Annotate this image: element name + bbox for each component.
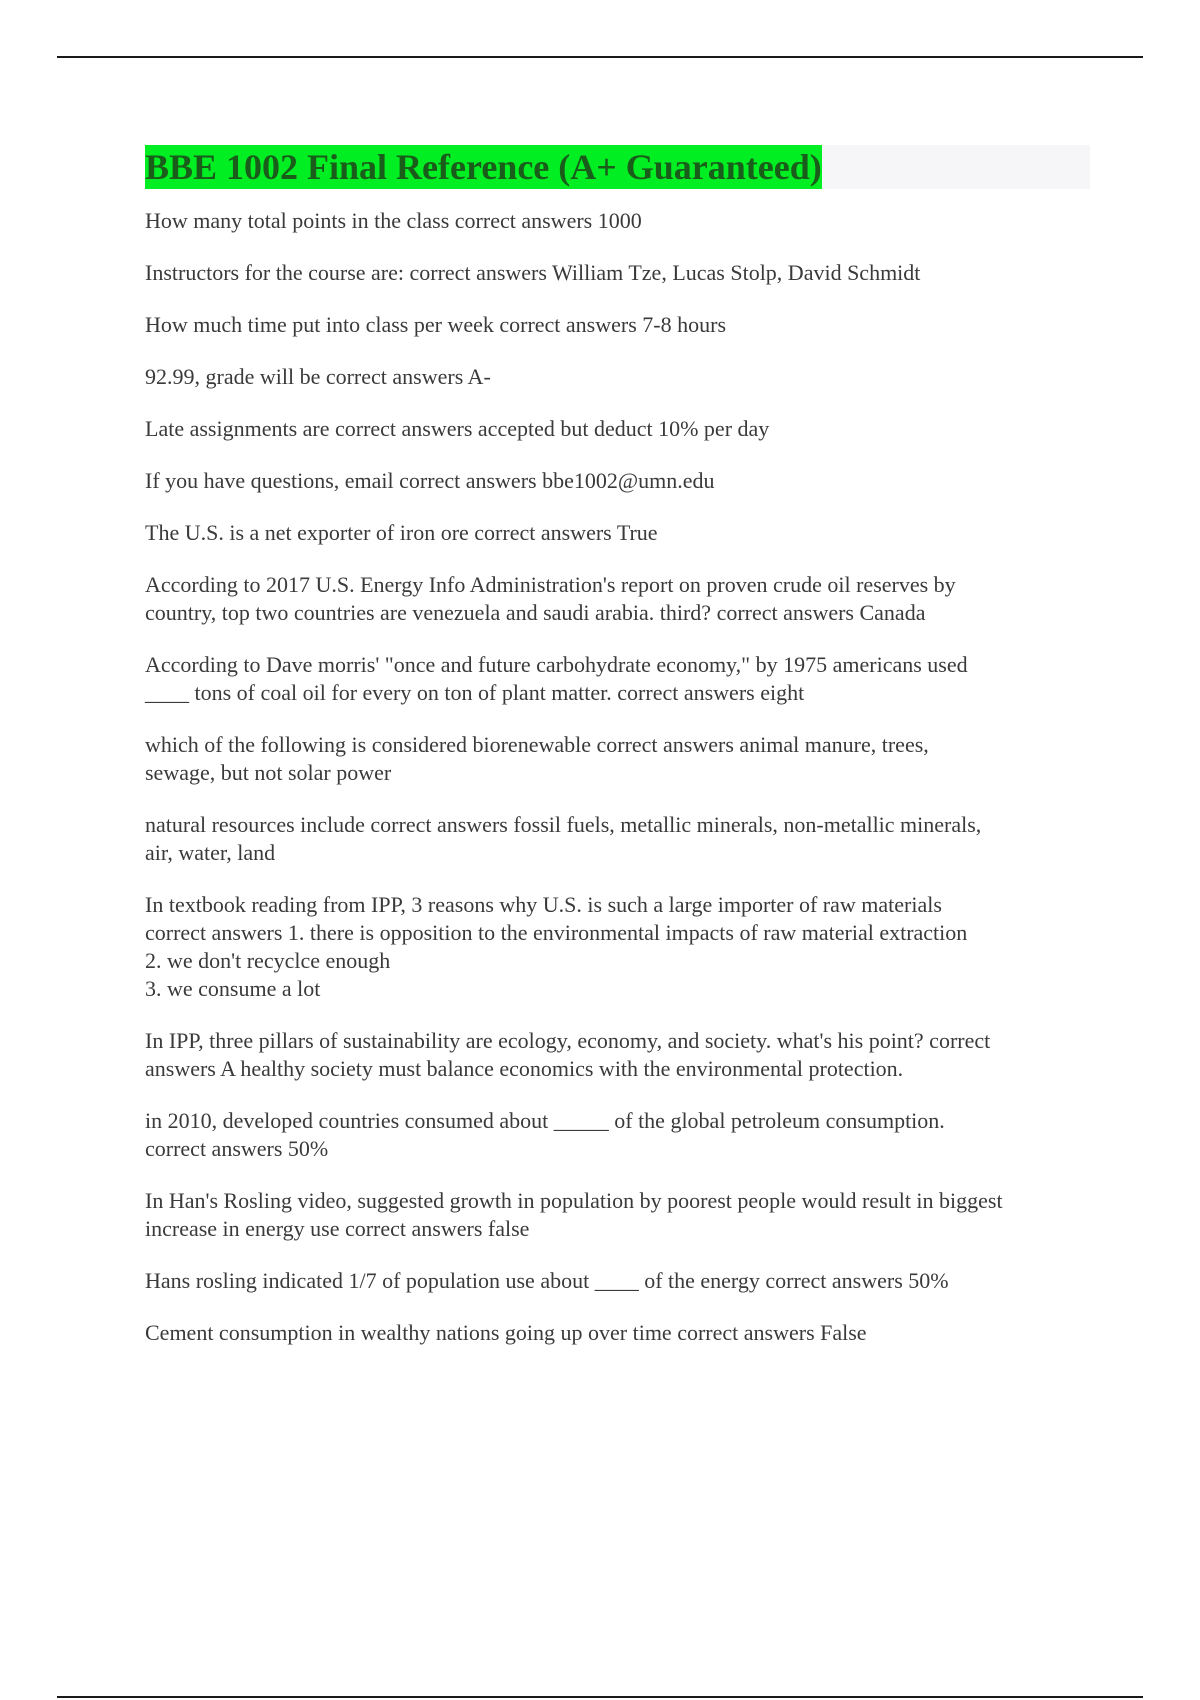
qa-line: natural resources include correct answers fossil fuels, metallic minerals, non-metallic minerals,: [145, 812, 982, 837]
top-rule: [57, 56, 1143, 58]
qa-item: [145, 651, 1090, 707]
qa-line: How much time put into class per week correct answers 7-8 hours: [145, 312, 727, 337]
document-title: BBE 1002 Final Reference (A+ Guaranteed): [145, 147, 822, 187]
qa-line: 3. we consume a lot: [145, 976, 321, 1001]
qa-item: [145, 259, 1090, 287]
qa-item: [145, 571, 1090, 627]
qa-line: Cement consumption in wealthy nations going up over time correct answers False: [145, 1320, 867, 1345]
qa-line: According to 2017 U.S. Energy Info Administration's report on proven crude oil reserves by: [145, 572, 956, 597]
document-body: [145, 145, 1090, 1371]
qa-item: [145, 811, 1090, 867]
qa-item: [145, 731, 1090, 787]
qa-line: answers A healthy society must balance economics with the environmental protection.: [145, 1056, 904, 1081]
qa-item: [145, 311, 1090, 339]
qa-line: correct answers 50%: [145, 1136, 329, 1161]
qa-line: Instructors for the course are: correct answers William Tze, Lucas Stolp, David Schmidt: [145, 260, 921, 285]
qa-line: According to Dave morris' "once and future carbohydrate economy," by 1975 americans used: [145, 652, 968, 677]
qa-item: [145, 207, 1090, 235]
qa-line: ____ tons of coal oil for every on ton of plant matter. correct answers eight: [145, 680, 805, 705]
qa-line: The U.S. is a net exporter of iron ore correct answers True: [145, 520, 658, 545]
qa-line: In Han's Rosling video, suggested growth in population by poorest people would result in biggest: [145, 1188, 1003, 1213]
qa-line: increase in energy use correct answers false: [145, 1216, 530, 1241]
title-band: [145, 145, 1090, 189]
qa-line: How many total points in the class correct answers 1000: [145, 208, 642, 233]
qa-line: In textbook reading from IPP, 3 reasons why U.S. is such a large importer of raw materials: [145, 892, 942, 917]
qa-line: In IPP, three pillars of sustainability are ecology, economy, and society. what's his point? correct: [145, 1028, 991, 1053]
qa-line: which of the following is considered biorenewable correct answers animal manure, trees,: [145, 732, 929, 757]
qa-item: [145, 415, 1090, 443]
qa-item: [145, 891, 1090, 1003]
qa-line: sewage, but not solar power: [145, 760, 392, 785]
qa-item: [145, 1027, 1090, 1083]
qa-line: air, water, land: [145, 840, 276, 865]
qa-line: in 2010, developed countries consumed about _____ of the global petroleum consumption.: [145, 1108, 945, 1133]
qa-line: correct answers 1. there is opposition to the environmental impacts of raw material extraction: [145, 920, 968, 945]
qa-line: 2. we don't recyclce enough: [145, 948, 391, 973]
qa-line: If you have questions, email correct answers bbe1002@umn.edu: [145, 468, 715, 493]
qa-line: Late assignments are correct answers accepted but deduct 10% per day: [145, 416, 770, 441]
qa-item: [145, 519, 1090, 547]
bottom-rule: [57, 1696, 1143, 1698]
qa-line: Hans rosling indicated 1/7 of population use about ____ of the energy correct answers 50%: [145, 1268, 949, 1293]
qa-item: [145, 1187, 1090, 1243]
qa-item: [145, 467, 1090, 495]
qa-item: [145, 1319, 1090, 1347]
qa-line: 92.99, grade will be correct answers A-: [145, 364, 491, 389]
qa-line: country, top two countries are venezuela and saudi arabia. third? correct answers Canada: [145, 600, 926, 625]
qa-item: [145, 1267, 1090, 1295]
qa-item: [145, 363, 1090, 391]
qa-item: [145, 1107, 1090, 1163]
